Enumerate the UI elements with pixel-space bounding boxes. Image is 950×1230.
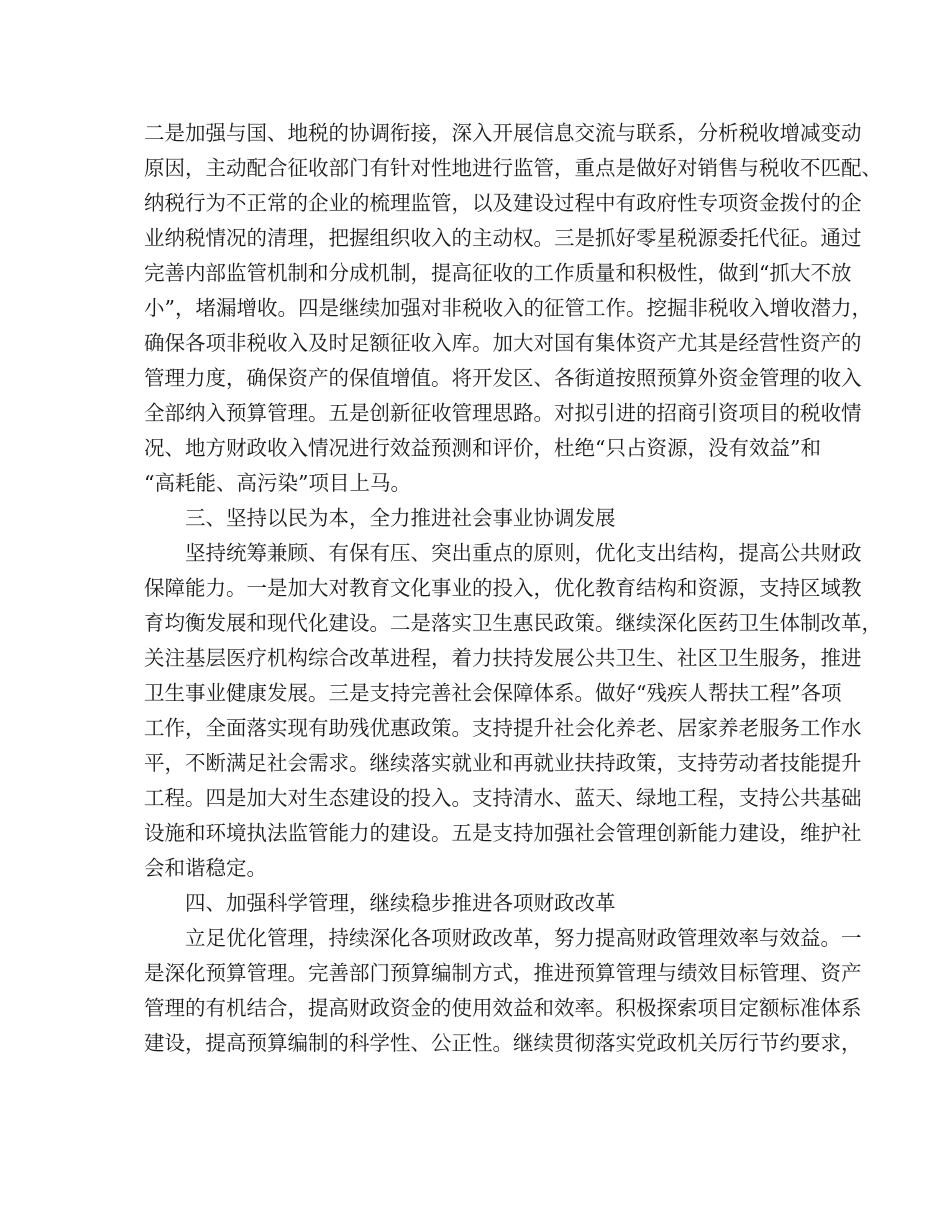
text-line: 纳税行为不正常的企业的梳理监管，以及建设过程中有政府性专项资金拨付的企 bbox=[144, 191, 862, 215]
text-line: 会和谐稳定。 bbox=[144, 856, 267, 880]
text-line: 平，不断满足社会需求。继续落实就业和再就业扶持政策，支持劳动者技能提升 bbox=[144, 751, 862, 775]
text-line: 工作，全面落实现有助残优惠政策。支持提升社会化养老、居家养老服务工作水 bbox=[144, 716, 862, 740]
text-line: “高耗能、高污染”项目上马。 bbox=[144, 471, 411, 495]
text-line: 原因，主动配合征收部门有针对性地进行监管，重点是做好对销售与税收不匹配、 bbox=[144, 156, 882, 180]
text-line: 坚持统筹兼顾、有保有压、突出重点的原则，优化支出结构，提高公共财政 bbox=[144, 541, 862, 565]
text-line: 育均衡发展和现代化建设。二是落实卫生惠民政策。继续深化医药卫生体制改革， bbox=[144, 611, 882, 635]
text-line: 确保各项非税收入及时足额征收入库。加大对国有集体资产尤其是经营性资产的 bbox=[144, 331, 862, 355]
text-line: 关注基层医疗机构综合改革进程，着力扶持发展公共卫生、社区卫生服务，推进 bbox=[144, 646, 862, 670]
text-line: 管理力度，确保资产的保值增值。将开发区、各街道按照预算外资金管理的收入 bbox=[144, 366, 862, 390]
section-heading: 三、坚持以民为本，全力推进社会事业协调发展 bbox=[144, 506, 616, 530]
text-line: 完善内部监管机制和分成机制，提高征收的工作质量和积极性，做到“抓大不放 bbox=[144, 261, 852, 285]
text-line: 建设，提高预算编制的科学性、公正性。继续贯彻落实党政机关厉行节约要求， bbox=[144, 1031, 862, 1055]
text-line: 设施和环境执法监管能力的建设。五是支持加强社会管理创新能力建设，维护社 bbox=[144, 821, 862, 845]
text-line: 管理的有机结合，提高财政资金的使用效益和效率。积极探索项目定额标准体系 bbox=[144, 996, 862, 1020]
text-line: 立足优化管理，持续深化各项财政改革，努力提高财政管理效率与效益。一 bbox=[144, 926, 862, 950]
text-line: 业纳税情况的清理，把握组织收入的主动权。三是抓好零星税源委托代征。通过 bbox=[144, 226, 862, 250]
text-line: 是深化预算管理。完善部门预算编制方式，推进预算管理与绩效目标管理、资产 bbox=[144, 961, 862, 985]
text-line: 况、地方财政收入情况进行效益预测和评价，杜绝“只占资源，没有效益”和 bbox=[144, 436, 821, 460]
text-line: 工程。四是加大对生态建设的投入。支持清水、蓝天、绿地工程，支持公共基础 bbox=[144, 786, 862, 810]
text-line: 卫生事业健康发展。三是支持完善社会保障体系。做好“残疾人帮扶工程”各项 bbox=[144, 681, 842, 705]
text-line: 小”，堵漏增收。四是继续加强对非税收入的征管工作。挖掘非税收入增收潜力， bbox=[144, 296, 872, 320]
text-line: 保障能力。一是加大对教育文化事业的投入，优化教育结构和资源，支持区域教 bbox=[144, 576, 862, 600]
text-line: 二是加强与国、地税的协调衔接，深入开展信息交流与联系，分析税收增减变动 bbox=[144, 121, 862, 145]
text-line: 全部纳入预算管理。五是创新征收管理思路。对拟引进的招商引资项目的税收情 bbox=[144, 401, 862, 425]
section-heading: 四、加强科学管理，继续稳步推进各项财政改革 bbox=[144, 891, 616, 915]
